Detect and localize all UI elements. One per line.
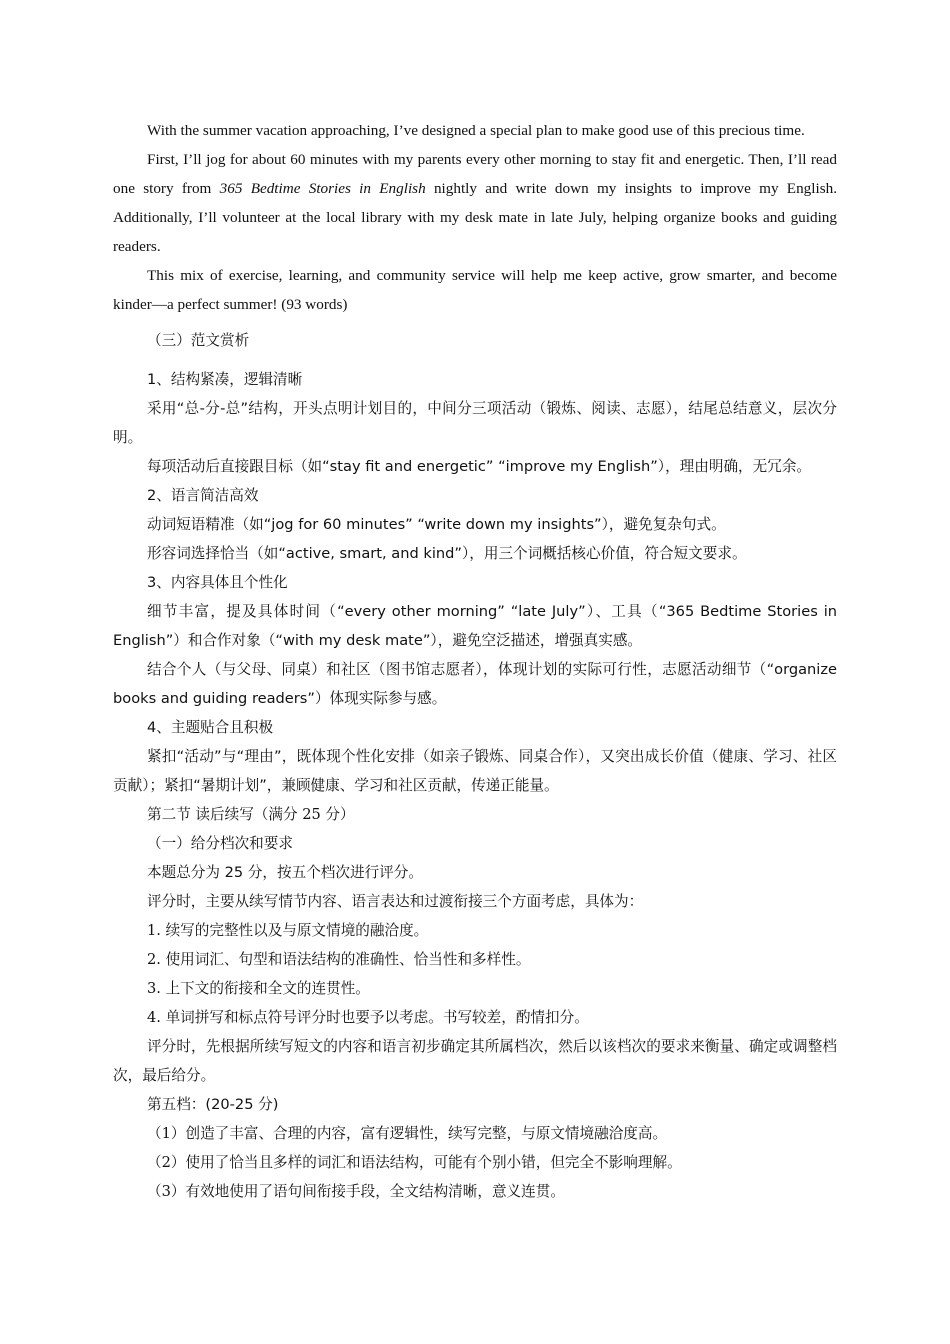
section-2-line-1: 本题总分为 25 分，按五个档次进行评分。 (147, 864, 423, 881)
section-2-line-2: 评分时，主要从续写情节内容、语言表达和过渡衔接三个方面考虑，具体为： (147, 893, 644, 910)
essay-paragraph-1: With the summer vacation approaching, I’ve designed a special plan to make good use of this precious time. (147, 122, 805, 139)
analysis-section-1-title: 1、结构紧凑，逻辑清晰 (147, 371, 303, 388)
tier-5-item: （2）使用了恰当且多样的词汇和语法结构，可能有个别小错，但完全不影响理解。 (147, 1154, 682, 1171)
analysis-section-2-title: 2、语言简洁高效 (147, 487, 259, 504)
tier-5-item: （1）创造了丰富、合理的内容，富有逻辑性，续写完整，与原文情境融洽度高。 (147, 1125, 668, 1142)
essay-paragraph-2 (113, 145, 837, 261)
analysis-section-2-para-1: 动词短语精准（如“jog for 60 minutes” “write down my insights”），避免复杂句式。 (147, 516, 726, 533)
essay-paragraph-3: This mix of exercise, learning, and community service will help me keep active, grow smarter, and become kinder—a perfect summer! (93 words) (113, 267, 837, 313)
analysis-section-1-para-2: 每项活动后直接跟目标（如“stay fit and energetic” “improve my English”），理由明确，无冗余。 (147, 458, 812, 475)
analysis-section-3-para-1: 细节丰富，提及具体时间（“every other morning” “late July”）、工具（“365 Bedtime Stories in English”）和合作对象（“with my desk mate”），避免空泛描述，增强真实感。 (113, 603, 837, 649)
section-2-title: 第二节 读后续写（满分 25 分） (147, 806, 355, 823)
analysis-section-4-para-1: 紧扣“活动”与“理由”，既体现个性化安排（如亲子锻炼、同桌合作），又突出成长价值（健康、学习、社区贡献）；紧扣“暑期计划”，兼顾健康、学习和社区贡献，传递正能量。 (113, 748, 837, 794)
criteria-item: 2. 使用词汇、句型和语法结构的准确性、恰当性和多样性。 (147, 951, 531, 968)
analysis-section-2-para-2: 形容词选择恰当（如“active, smart, and kind”），用三个词概括核心价值，符合短文要求。 (147, 545, 747, 562)
analysis-section-3-title: 3、内容具体且个性化 (147, 574, 288, 591)
essay-p2-part-a: First, I’ll jog for about 60 minutes with my parents every other morning to stay fit and energetic. Then, I’ll read one story from (113, 151, 837, 197)
section-2-line-3: 评分时，先根据所续写短文的内容和语言初步确定其所属档次，然后以该档次的要求来衡量、确定或调整档次，最后给分。 (113, 1038, 837, 1084)
page-content (113, 116, 837, 1206)
analysis-section-3-para-2: 结合个人（与父母、同桌）和社区（图书馆志愿者），体现计划的实际可行性，志愿活动细节（“organize books and guiding readers”）体现实际参与感。 (113, 661, 837, 707)
criteria-item: 3. 上下文的衔接和全文的连贯性。 (147, 980, 370, 997)
book-title: 365 Bedtime Stories in English (219, 180, 426, 197)
analysis-section-1-para-1: 采用“总-分-总”结构，开头点明计划目的，中间分三项活动（锻炼、阅读、志愿），结尾总结意义，层次分明。 (113, 400, 837, 446)
criteria-item: 4. 单词拼写和标点符号评分时也要予以考虑。书写较差，酌情扣分。 (147, 1009, 589, 1026)
analysis-section-4-title: 4、主题贴合且积极 (147, 719, 274, 736)
section-2-subheading: （一）给分档次和要求 (147, 835, 293, 852)
tier-5-item: （3）有效地使用了语句间衔接手段，全文结构清晰，意义连贯。 (147, 1183, 565, 1200)
criteria-item: 1. 续写的完整性以及与原文情境的融洽度。 (147, 922, 429, 939)
tier-5-title: 第五档：(20-25 分) (147, 1096, 279, 1113)
analysis-heading: （三）范文赏析 (147, 332, 250, 349)
essay-p2-part-b: nightly and write down my insights to improve my English. Additionally, I’ll volunteer at the local library with my desk mate in late July, helping organize books and guiding readers. (113, 180, 838, 255)
